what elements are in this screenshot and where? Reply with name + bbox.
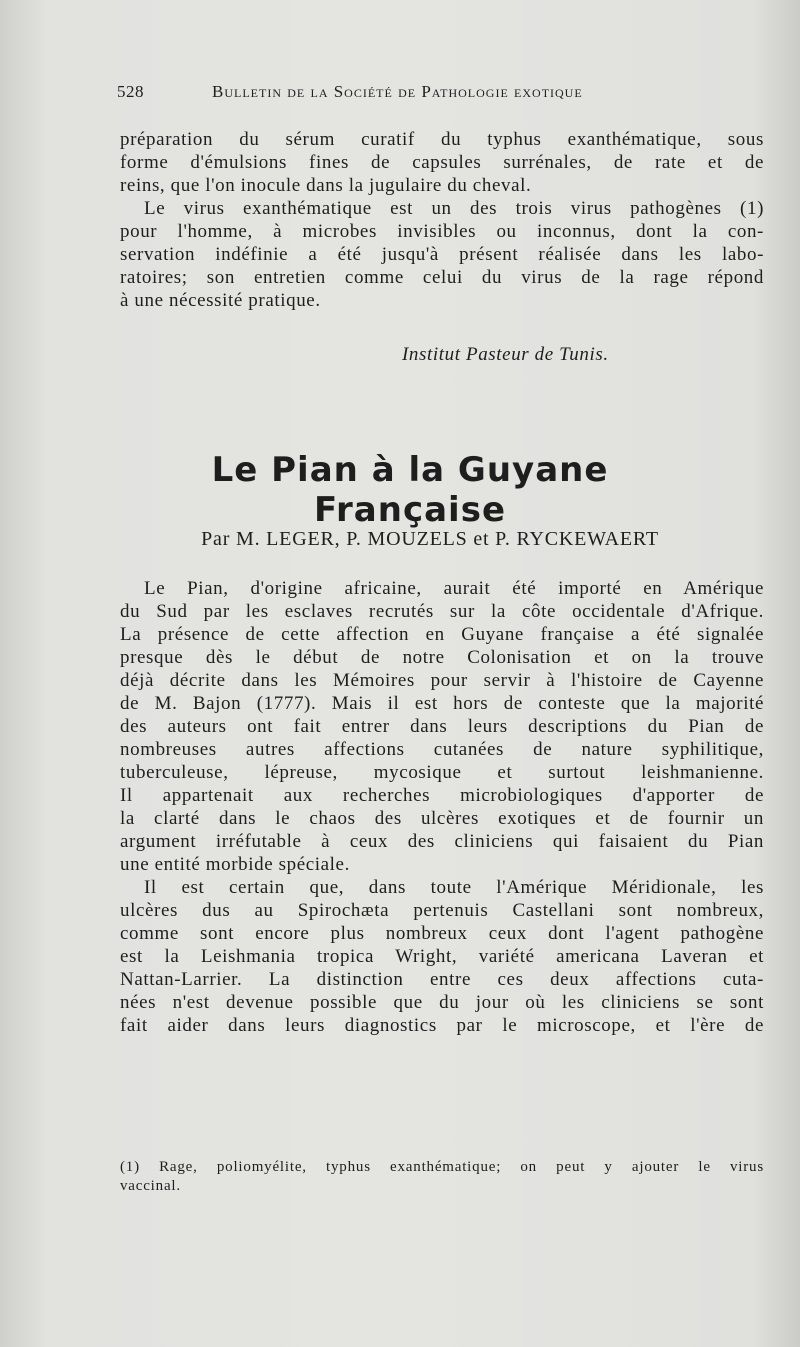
text-line: forme d'émulsions fines de capsules surrénales, de rate et de xyxy=(120,152,764,173)
continued-text xyxy=(120,128,764,312)
text-line: Il appartenait aux recherches microbiologiques d'apporter de xyxy=(120,785,764,806)
text-line: des auteurs ont fait entrer dans leurs descriptions du Pian de xyxy=(120,716,764,737)
text-line: du Sud par les esclaves recrutés sur la côte occidentale d'Afrique. xyxy=(120,601,764,622)
text-line: presque dès le début de notre Colonisation et on la trouve xyxy=(120,647,764,668)
text-line: Il est certain que, dans toute l'Amérique Méridionale, les xyxy=(144,877,764,898)
text-line: à une nécessité pratique. xyxy=(120,290,321,311)
text-line: comme sont encore plus nombreux ceux dont l'agent pathogène xyxy=(120,923,764,944)
text-line: servation indéfinie a été jusqu'à présent réalisée dans les labo- xyxy=(120,244,764,265)
institution-signature: Institut Pasteur de Tunis. xyxy=(402,344,609,365)
article-title: Le Pian à la Guyane Française xyxy=(211,450,609,530)
text-line: ulcères dus au Spirochæta pertenuis Castellani sont nombreux, xyxy=(120,900,764,921)
text-line: Le Pian, d'origine africaine, aurait été importé en Amérique xyxy=(144,578,764,599)
text-line: reins, que l'on inocule dans la jugulaire du cheval. xyxy=(120,175,532,196)
article-authors: Par M. LEGER, P. MOUZELS et P. RYCKEWAERT xyxy=(201,528,659,550)
text-line: ratoires; son entretien comme celui du virus de la rage répond xyxy=(120,267,764,288)
text-line: nées n'est devenue possible que du jour où les cliniciens se sont xyxy=(120,992,764,1013)
footnote-line: (1) Rage, poliomyélite, typhus exanthématique; on peut y ajouter le virus xyxy=(120,1159,764,1175)
text-line: tuberculeuse, lépreuse, mycosique et surtout leishmanienne. xyxy=(120,762,764,783)
running-title: Bulletin de la Société de Pathologie exotique xyxy=(212,82,583,101)
article-body xyxy=(120,577,764,1037)
text-line: est la Leishmania tropica Wright, variété americana Laveran et xyxy=(120,946,764,967)
text-line: argument irréfutable à ceux des cliniciens qui faisaient du Pian xyxy=(120,831,764,852)
text-line: déjà décrite dans les Mémoires pour servir à l'histoire de Cayenne xyxy=(120,670,764,691)
text-line: fait aider dans leurs diagnostics par le microscope, et l'ère de xyxy=(120,1015,764,1036)
text-line: préparation du sérum curatif du typhus exanthématique, sous xyxy=(120,129,764,150)
footnote-line: vaccinal. xyxy=(120,1178,181,1194)
text-line: La présence de cette affection en Guyane française a été signalée xyxy=(120,624,764,645)
text-line: nombreuses autres affections cutanées de nature syphilitique, xyxy=(120,739,764,760)
text-line: pour l'homme, à microbes invisibles ou inconnus, dont la con- xyxy=(120,221,764,242)
running-header xyxy=(117,82,672,112)
text-line: Le virus exanthématique est un des trois virus pathogènes (1) xyxy=(144,198,764,219)
footnote xyxy=(120,1158,764,1196)
text-line: Nattan-Larrier. La distinction entre ces deux affections cuta- xyxy=(120,969,764,990)
page-number: 528 xyxy=(117,82,144,101)
text-line: la clarté dans le chaos des ulcères exotiques et de fournir un xyxy=(120,808,764,829)
text-line: une entité morbide spéciale. xyxy=(120,854,350,875)
text-line: de M. Bajon (1777). Mais il est hors de conteste que la majorité xyxy=(120,693,764,714)
